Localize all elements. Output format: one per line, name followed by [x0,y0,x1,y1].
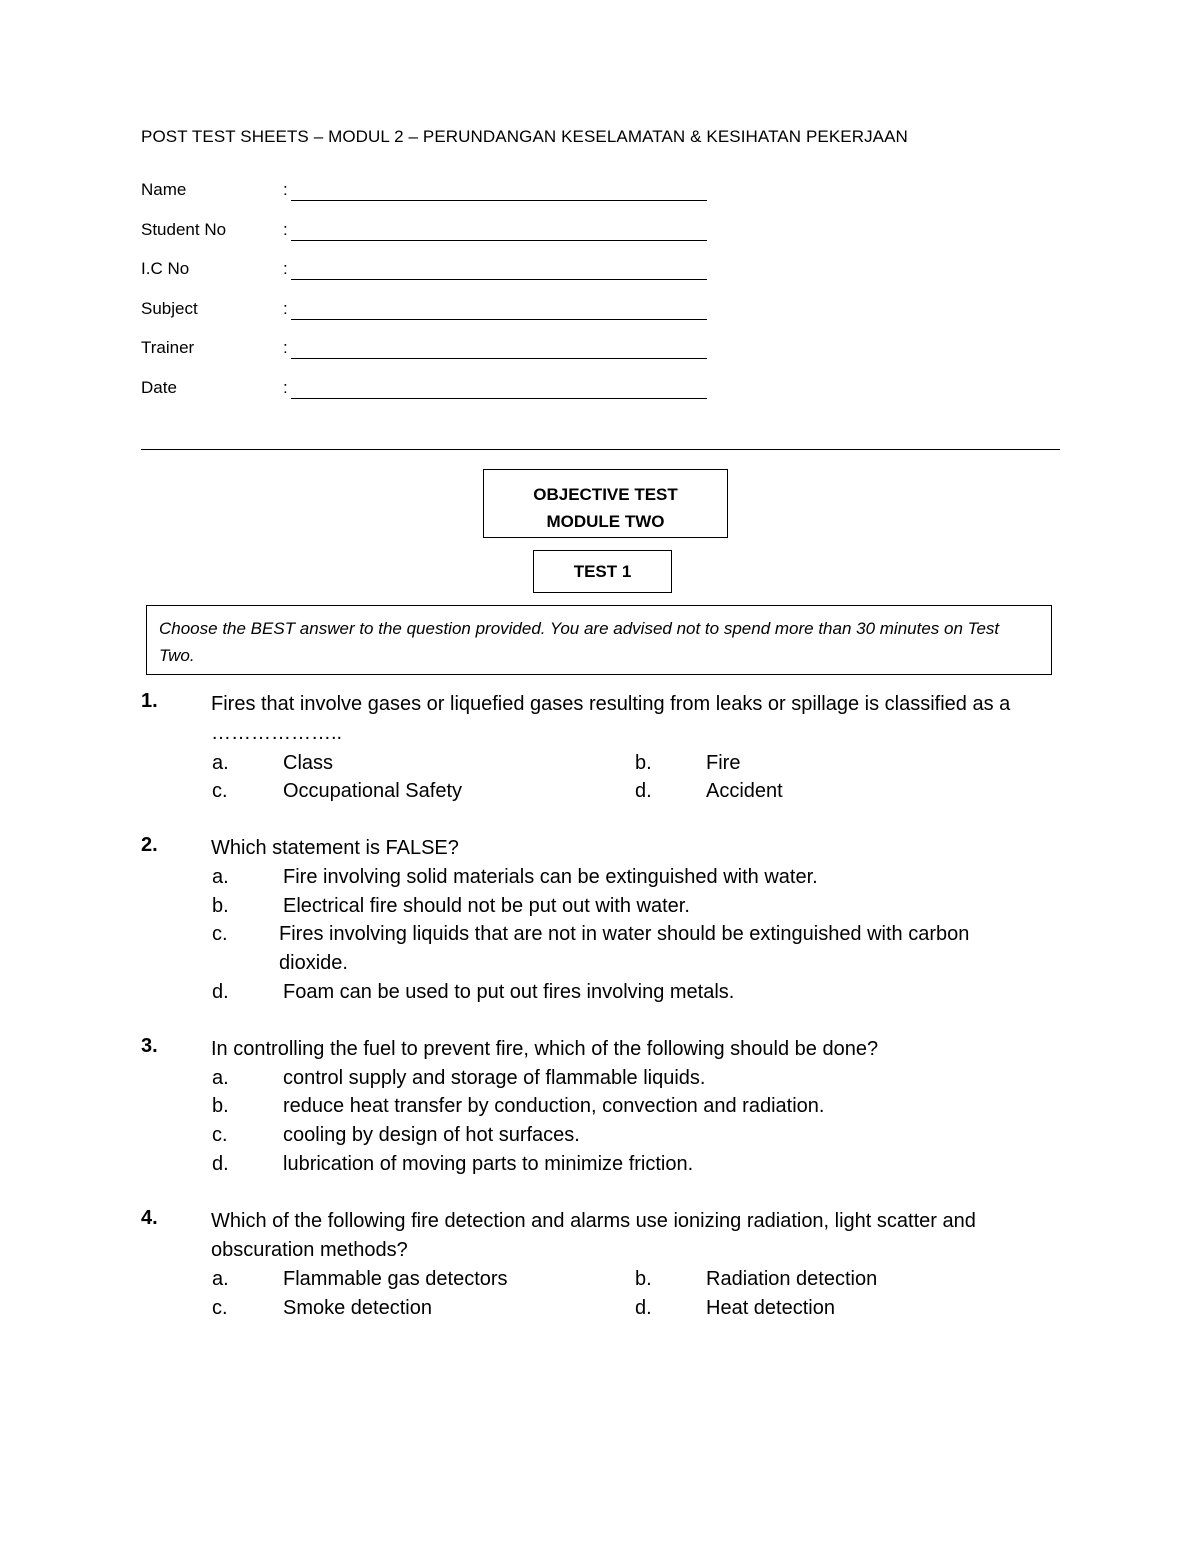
option-letter: d. [212,1153,229,1175]
option-text: reduce heat transfer by conduction, convection and radiation. [283,1095,825,1117]
question-text: Which statement is FALSE? [211,837,459,859]
subject-field[interactable] [291,319,707,320]
option-text: Smoke detection [283,1297,432,1319]
form-colon: : [283,220,288,239]
divider [141,449,1060,450]
form-row-name [141,180,711,204]
option-text: Foam can be used to put out fires involving metals. [283,981,735,1003]
option-text: Electrical fire should not be put out with water. [283,895,690,917]
form-colon: : [283,338,288,357]
option-text: Accident [706,780,783,802]
form-row-subject [141,299,711,323]
objective-test-box [483,469,728,538]
objective-test-title: OBJECTIVE TEST [533,485,678,504]
option-letter: c. [212,1124,228,1146]
name-field[interactable] [291,200,707,201]
option-letter: d. [635,1297,652,1319]
option-letter: c. [212,923,228,945]
page-title: POST TEST SHEETS – MODUL 2 – PERUNDANGAN KESELAMATAN & KESIHATAN PEKERJAAN [141,127,908,146]
form-label: Name [141,180,187,199]
question-text: Which of the following fire detection and alarms use ionizing radiation, light scatter and obscuration methods? [211,1210,976,1261]
form-row-trainer [141,338,711,362]
form-label: I.C No [141,259,190,278]
form-row-ic-no [141,259,711,283]
option-letter: a. [212,866,229,888]
ic-no-field[interactable] [291,279,707,280]
option-text: Fire involving solid materials can be extinguished with water. [283,866,818,888]
question-text: Fires that involve gases or liquefied gases resulting from leaks or spillage is classified as a ……………….. [211,693,1011,744]
option-text: Fires involving liquids that are not in water should be extinguished with carbon dioxide. [279,923,970,974]
option-letter: c. [212,1297,228,1319]
question-text: In controlling the fuel to prevent fire, which of the following should be done? [211,1038,879,1060]
option-letter: b. [212,895,229,917]
trainer-field[interactable] [291,358,707,359]
form-colon: : [283,378,288,397]
form-label: Date [141,378,177,397]
option-letter: b. [635,752,652,774]
option-letter: a. [212,1268,229,1290]
option-text: Class [283,752,334,774]
question-number: 3. [141,1035,158,1057]
option-letter: a. [212,752,229,774]
form-colon: : [283,180,288,199]
student-no-field[interactable] [291,240,707,241]
form-label: Student No [141,220,227,239]
option-text: Occupational Safety [283,780,462,802]
option-text: lubrication of moving parts to minimize friction. [283,1153,694,1175]
form-row-student-no [141,220,711,244]
option-text: cooling by design of hot surfaces. [283,1124,580,1146]
form-label: Trainer [141,338,195,357]
option-letter: a. [212,1067,229,1089]
option-text: Radiation detection [706,1268,878,1290]
question-number: 4. [141,1207,158,1229]
option-letter: d. [635,780,652,802]
module-title: MODULE TWO [546,512,665,531]
question-number: 2. [141,834,158,856]
option-letter: c. [212,780,228,802]
test-label: TEST 1 [573,562,632,581]
option-text: Heat detection [706,1297,835,1319]
date-field[interactable] [291,398,707,399]
form-row-date [141,378,711,402]
option-letter: b. [212,1095,229,1117]
test-label-box [533,550,672,593]
instructions-text: Choose the BEST answer to the question provided. You are advised not to spend more than 30 minutes on Test Two. [159,619,1000,665]
option-text: Fire [706,752,741,774]
form-colon: : [283,259,288,278]
option-letter: b. [635,1268,652,1290]
instructions-box [146,605,1052,675]
option-text: Flammable gas detectors [283,1268,508,1290]
form-label: Subject [141,299,198,318]
option-text: control supply and storage of flammable liquids. [283,1067,706,1089]
question-number: 1. [141,690,158,712]
form-colon: : [283,299,288,318]
option-letter: d. [212,981,229,1003]
